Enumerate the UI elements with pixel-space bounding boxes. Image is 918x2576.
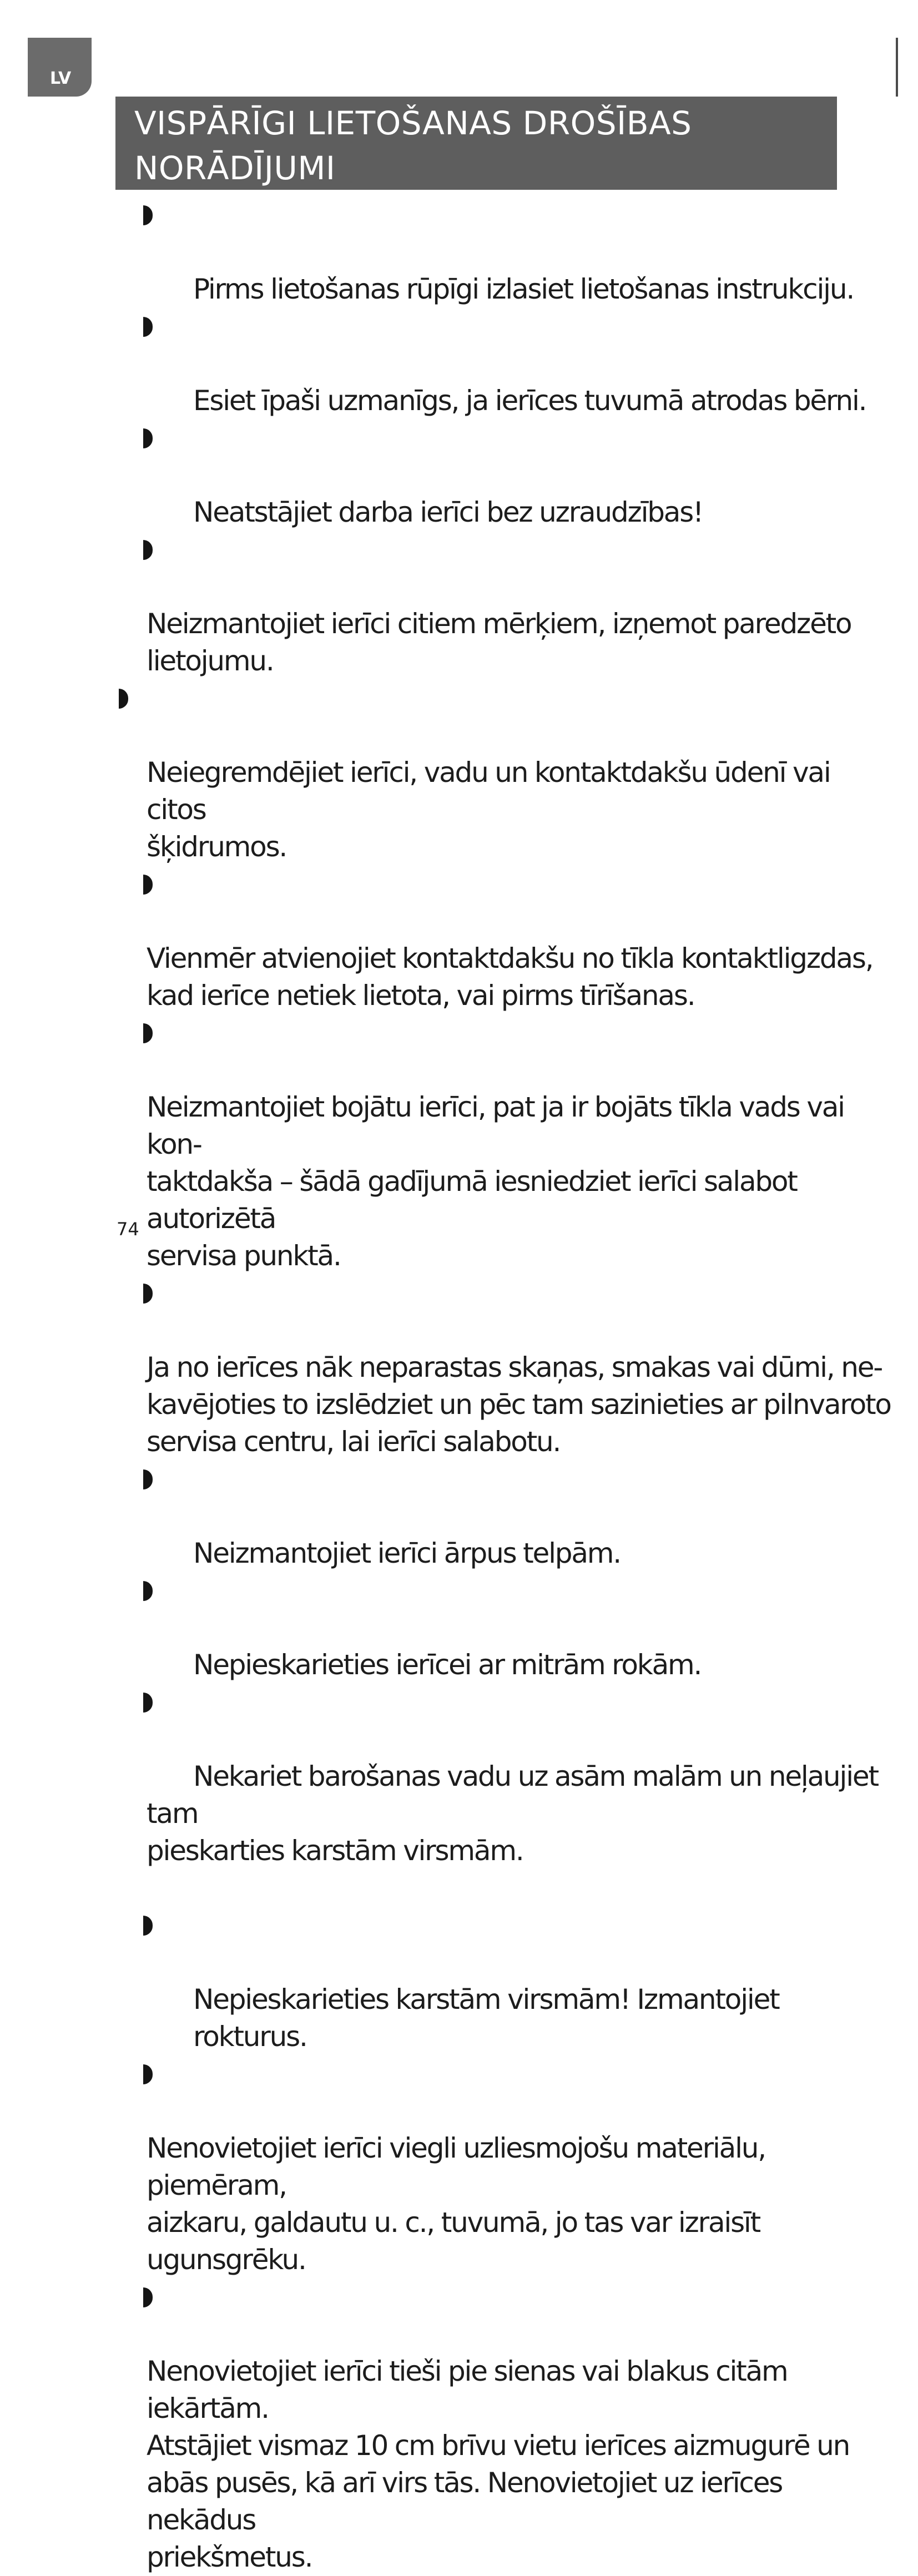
list-item [0,1572,918,1684]
page-number: 74 [117,1219,139,1240]
list-item-text: Nepieskarieties karstām virsmām! Izmantojiet rokturus. [193,1983,779,2053]
bullet-icon [143,1023,153,1043]
bullet-icon [143,1693,153,1713]
list-item [0,2055,918,2279]
list-item [0,1907,918,2055]
list-item [0,196,918,308]
bullet-icon [143,540,153,560]
list-item-text: Pirms lietošanas rūpīgi izlasiet lietošanas instrukciju. [193,273,854,305]
bullet-icon [143,205,153,225]
bullet-icon [119,689,128,709]
language-code: LV [50,69,72,88]
safety-instructions-list [0,196,918,2576]
bullet-icon [143,1469,153,1489]
bullet-icon [143,2287,153,2307]
section-title-line-1: VISPĀRĪGI LIETOŠANAS DROŠĪBAS [134,104,692,142]
list-item [0,1461,918,1572]
list-item-text: Neatstājiet darba ierīci bez uzraudzības! [193,496,703,528]
list-item-text: Vienmēr atvienojiet kontaktdakšu no tīkla kontaktligzdas, kad ierīce netiek lietota, vai pirms tīrīšanas. [147,942,873,1012]
list-item [0,866,918,1014]
list-item-text: Neizmantojiet bojātu ierīci, pat ja ir bojāts tīkla vads vai kon- taktdakša – šādā gadījumā iesniedziet ierīci salabot autorizētā servisa punktā. [147,1091,844,1272]
list-item [0,680,918,866]
list-item-text: Neizmantojiet ierīci ārpus telpām. [193,1537,621,1569]
page-edge-marker [896,38,898,97]
list-item-text: Nenovietojiet ierīci viegli uzliesmojošu materiālu, piemēram, aizkaru, galdautu u. c., tuvumā, jo tas var izraisīt ugunsgrēku. [147,2132,765,2276]
list-item-text: Nekariet barošanas vadu uz asām malām un neļaujiet tam pieskarties karstām virsmām. [147,1760,878,1867]
bullet-icon [143,875,153,895]
section-title-line-2: NORĀDĪJUMI [134,149,336,187]
section-title-banner [115,97,837,190]
bullet-icon [143,1284,153,1304]
list-item [0,531,918,680]
bullet-icon [143,317,153,337]
list-item-text: Nepieskarieties ierīcei ar mitrām rokām. [193,1649,702,1681]
list-item [0,2279,918,2576]
list-item [0,420,918,531]
list-item-text: Ja no ierīces nāk neparastas skaņas, smakas vai dūmi, ne- kavējoties to izslēdziet un pēc tam sazinieties ar pilnvaroto servisa centru, lai ierīci salabotu. [147,1351,891,1458]
language-tab [28,38,92,97]
list-item-text: Nenovietojiet ierīci tieši pie sienas vai blakus citām iekārtām. Atstājiet vismaz 10 cm brīvu vietu ierīces aizmugurē un abās pusēs, kā arī virs tās. Nenovietojiet uz ierīces nekādus priekšmetus. [147,2355,850,2573]
list-item [0,1275,918,1461]
bullet-icon [143,428,153,448]
list-item-text: Esiet īpaši uzmanīgs, ja ierīces tuvumā atrodas bērni. [193,385,866,417]
list-item [0,1684,918,1907]
list-item-text: Neizmantojiet ierīci citiem mērķiem, izņemot paredzēto lietojumu. [147,608,851,677]
bullet-icon [143,1581,153,1601]
bullet-icon [143,2064,153,2084]
bullet-icon [143,1916,153,1936]
list-item [0,308,918,420]
list-item-text: Neiegremdējiet ierīci, vadu un kontaktdakšu ūdenī vai citos šķidrumos. [147,756,830,863]
